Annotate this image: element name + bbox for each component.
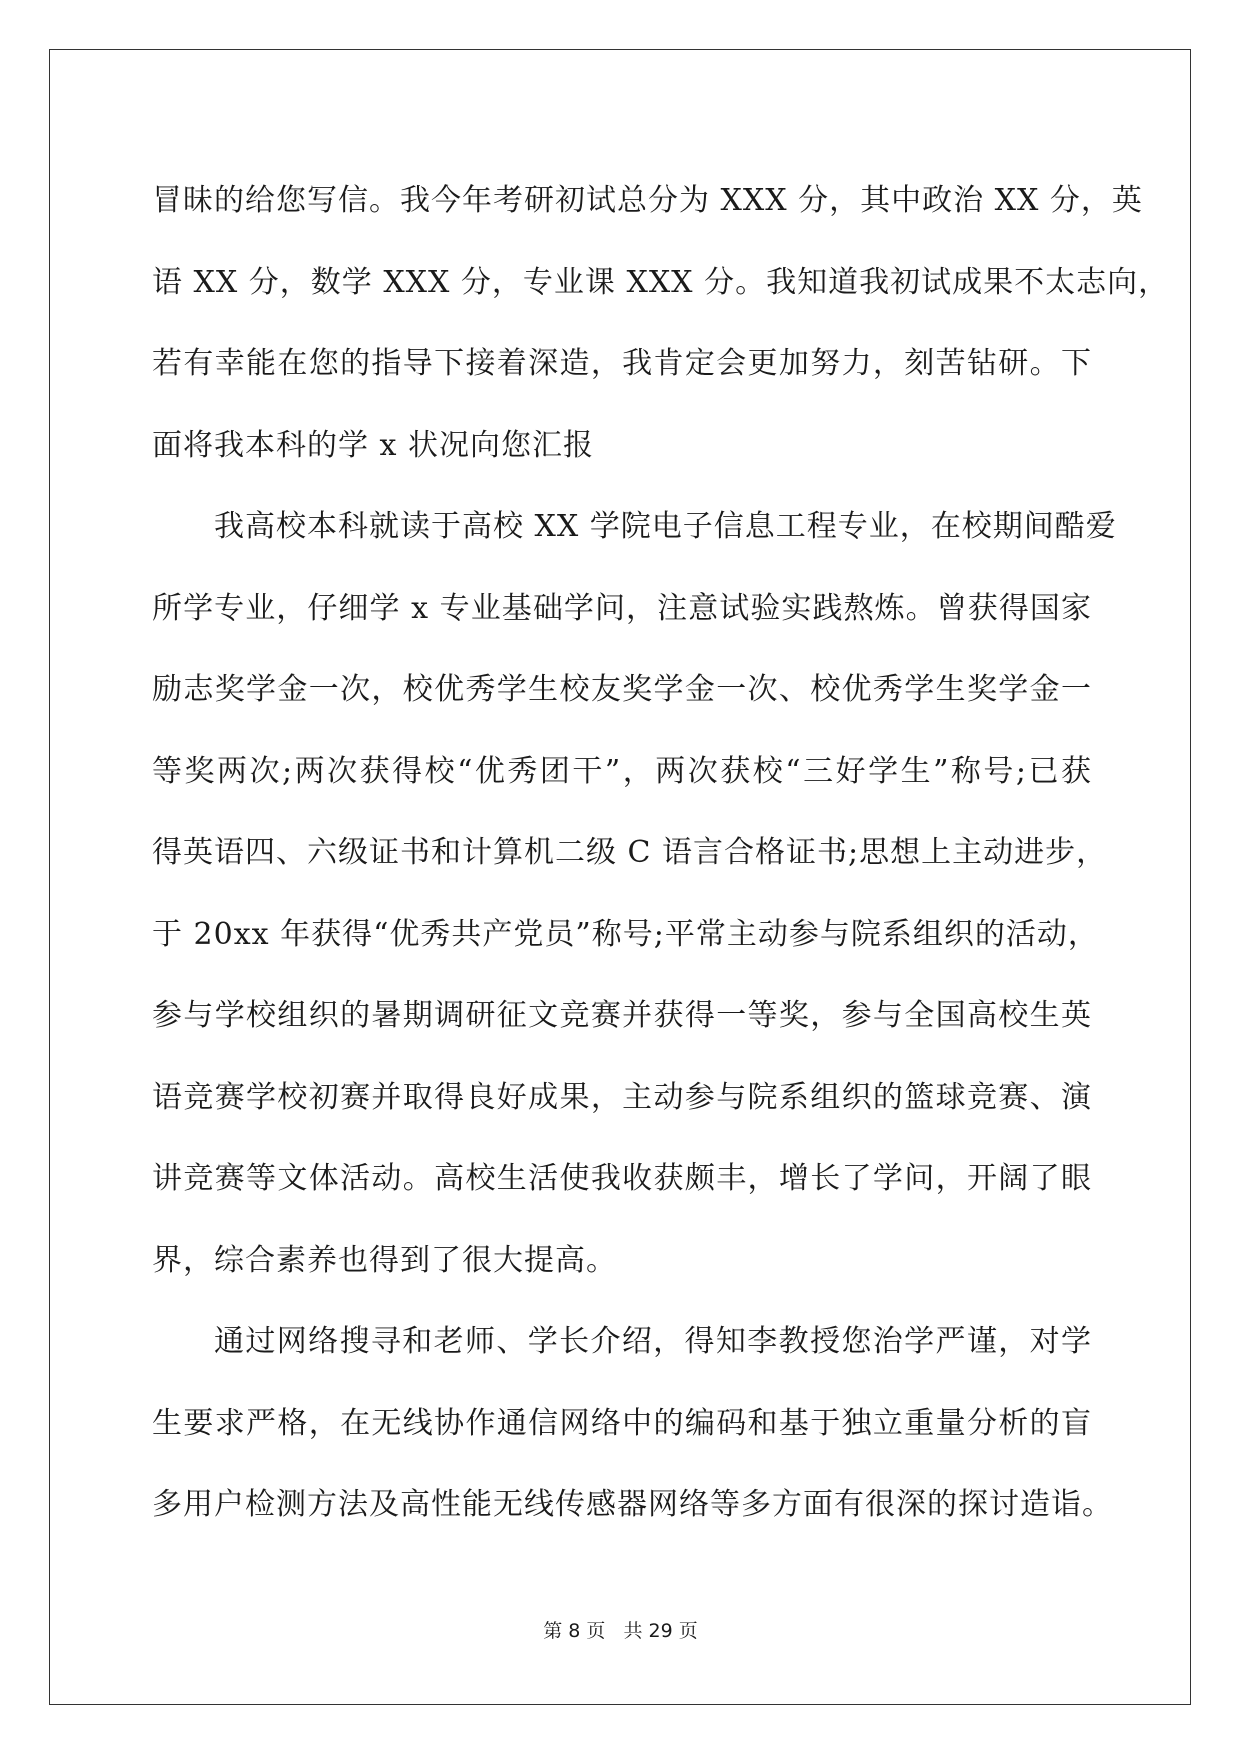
document-body <box>152 160 1170 1546</box>
text-line: 励志奖学金一次，校优秀学生校友奖学金一次、校优秀学生奖学金一 <box>152 672 1092 707</box>
text-line: 面将我本科的学 x 状况向您汇报 <box>152 427 594 463</box>
text-line: 得英语四、六级证书和计算机二级 C 语言合格证书;思想上主动进步， <box>152 835 1108 870</box>
text-line: 于 20xx 年获得“优秀共产党员”称号;平常主动参与院系组织的活动， <box>152 916 1099 952</box>
page-total: 共 29 页 <box>623 1620 698 1642</box>
text-line: 等奖两次;两次获得校“优秀团干”，两次获校“三好学生”称号;已获 <box>152 753 1092 789</box>
text-line: 参与学校组织的暑期调研征文竞赛并获得一等奖，参与全国高校生英 <box>152 998 1092 1033</box>
text-line: 界，综合素养也得到了很大提高。 <box>152 1242 617 1278</box>
text-line: 若有幸能在您的指导下接着深造，我肯定会更加努力，刻苦钻研。下 <box>152 346 1092 381</box>
page-number: 第 8 页 <box>543 1620 606 1642</box>
text-line: 生要求严格，在无线协作通信网络中的编码和基于独立重量分析的盲 <box>152 1405 1092 1441</box>
paragraph-2 <box>152 486 1117 1301</box>
paragraph-3 <box>152 1301 1113 1546</box>
text-line: 我高校本科就读于高校 XX 学院电子信息工程专业，在校期间酷爱 <box>214 509 1117 544</box>
text-line: 所学专业，仔细学 x 专业基础学问，注意试验实践熬炼。曾获得国家 <box>152 590 1092 626</box>
page-footer <box>0 1616 1241 1643</box>
text-line: 通过网络搜寻和老师、学长介绍，得知李教授您治学严谨，对学 <box>214 1324 1092 1359</box>
text-line: 讲竞赛等文体活动。高校生活使我收获颇丰，增长了学问，开阔了眼 <box>152 1161 1092 1196</box>
text-line: 多用户检测方法及高性能无线传感器网络等多方面有很深的探讨造诣。 <box>152 1487 1113 1522</box>
text-line: 语 XX 分，数学 XXX 分，专业课 XXX 分。我知道我初试成果不太志向， <box>152 264 1170 300</box>
text-line: 冒昧的给您写信。我今年考研初试总分为 XXX 分，其中政治 XX 分，英 <box>152 183 1143 218</box>
text-line: 语竞赛学校初赛并取得良好成果，主动参与院系组织的篮球竞赛、演 <box>152 1079 1092 1115</box>
paragraph-1 <box>152 160 1170 486</box>
